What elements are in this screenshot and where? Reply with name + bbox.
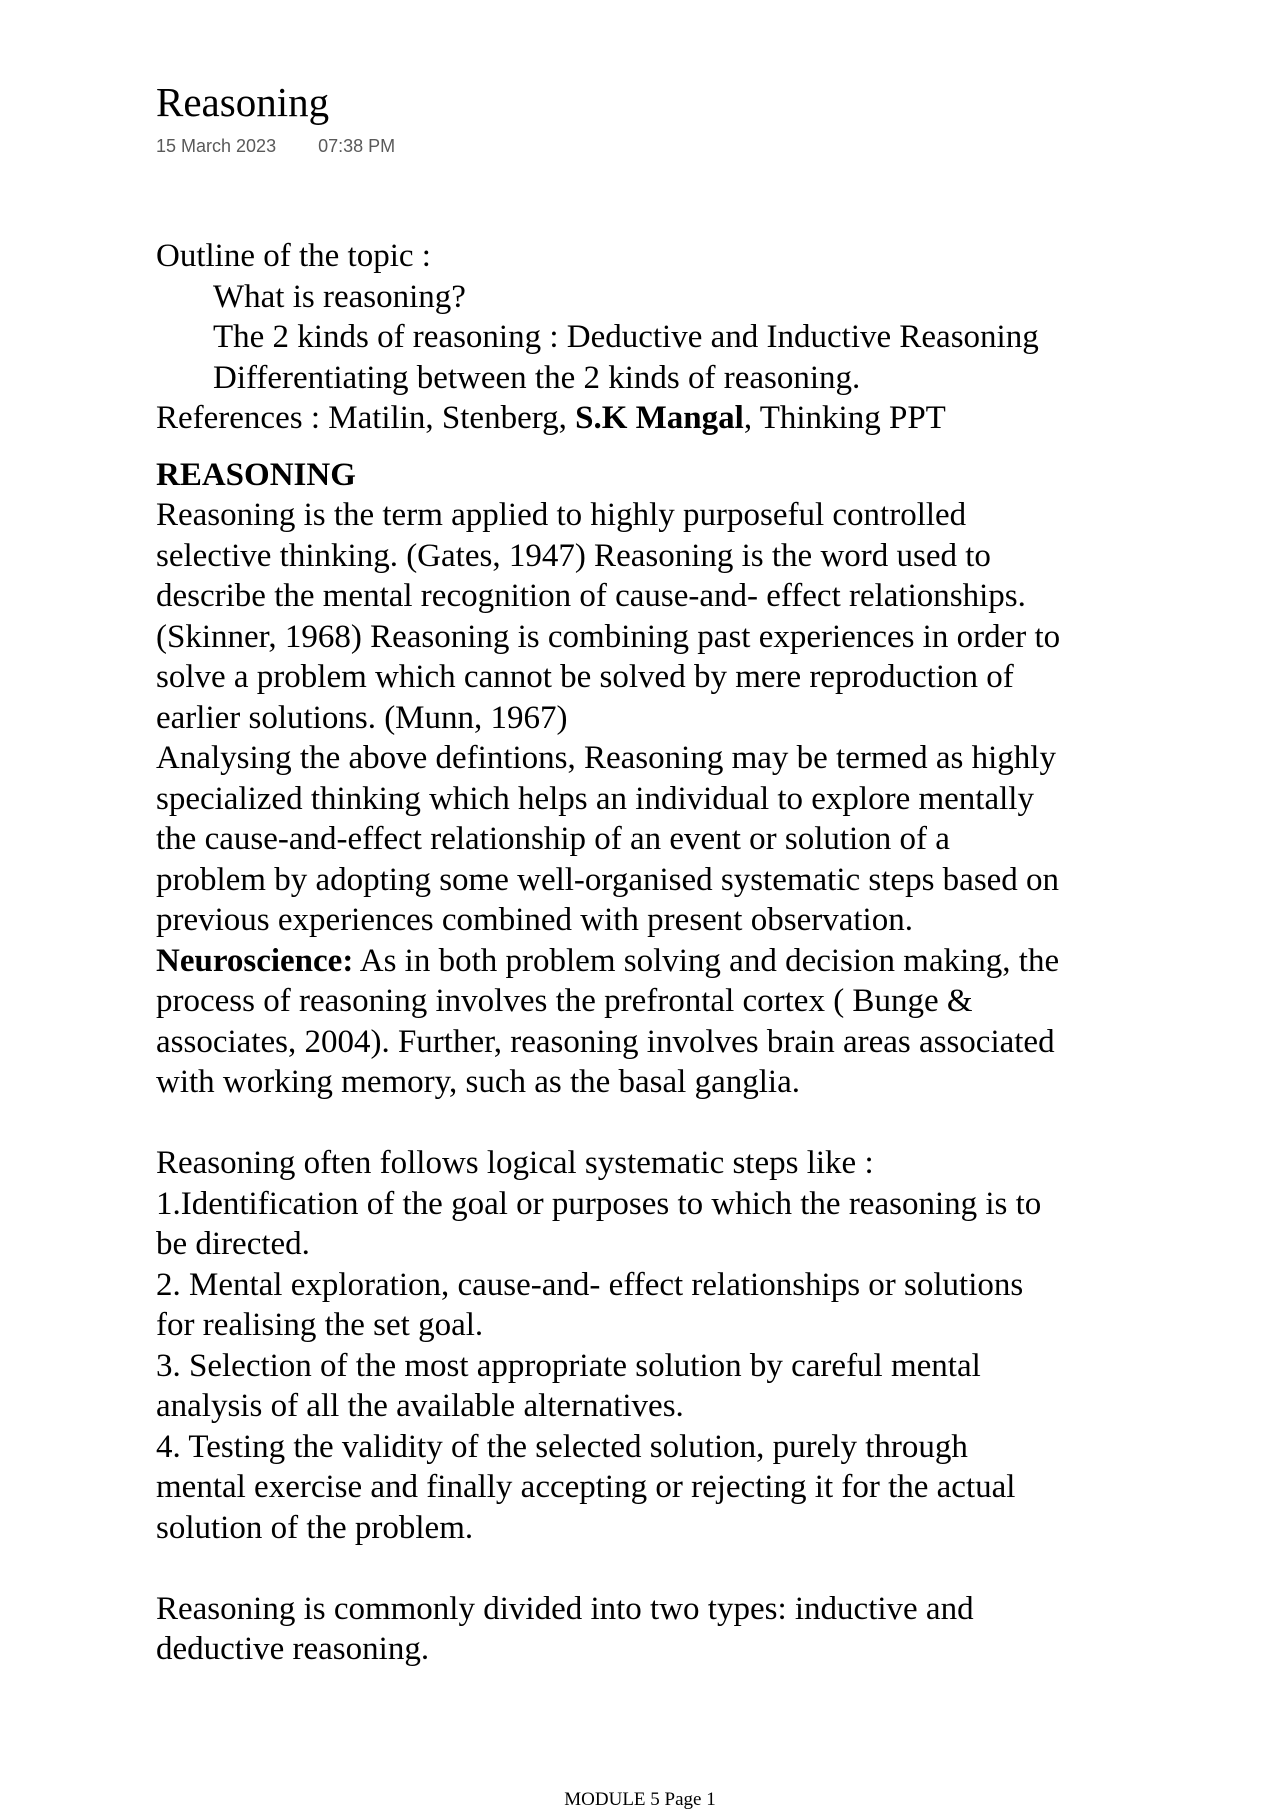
spacer [156, 1548, 1166, 1589]
analysis-line: problem by adopting some well-organised systematic steps based on [156, 861, 1060, 898]
neuroscience-label: Neuroscience: [156, 942, 354, 979]
created-date: 15 March 2023 [156, 136, 277, 156]
definition-line: Reasoning is the term applied to highly purposeful controlled [156, 497, 967, 533]
neuroscience-line: process of reasoning involves the prefrontal cortex ( Bunge & [156, 983, 973, 1019]
note-body [156, 236, 1166, 1670]
analysis-line: Analysing the above defintions, Reasoning may be termed as highly [156, 740, 1056, 776]
step-line: analysis of all the available alternatives. [156, 1388, 684, 1424]
step-line: be directed. [156, 1226, 310, 1262]
definition-line: solve a problem which cannot be solved by mere reproduction of [156, 659, 1014, 695]
definition-line: earlier solutions. (Munn, 1967) [156, 699, 568, 736]
definition-line: (Skinner, 1968) Reasoning is combining past experiences in order to [156, 618, 1061, 655]
section-heading: REASONING [156, 456, 356, 493]
definition-line: describe the mental recognition of cause-and- effect relationships. [156, 578, 1026, 614]
references-bold-author: S.K Mangal [575, 400, 744, 436]
neuroscience-line [156, 941, 1166, 982]
types-line: deductive reasoning. [156, 1631, 430, 1667]
reasoning-section [156, 455, 1166, 1103]
outline-section [156, 236, 1166, 439]
steps-intro: Reasoning often follows logical systematic steps like : [156, 1145, 874, 1181]
types-line: Reasoning is commonly divided into two types: inductive and [156, 1590, 974, 1627]
step-line: 2. Mental exploration, cause-and- effect relationships or solutions [156, 1266, 1024, 1303]
neuroscience-line: associates, 2004). Further, reasoning involves brain areas associated [156, 1023, 1055, 1060]
analysis-line: specialized thinking which helps an individual to explore mentally [156, 780, 1034, 817]
step-line: for realising the set goal. [156, 1307, 484, 1343]
references-prefix: References : Matilin, Stenberg, [156, 400, 576, 436]
page-footer: MODULE 5 Page 1 [564, 1789, 716, 1810]
neuroscience-text: As in both problem solving and decision making, the [353, 942, 1060, 979]
analysis-line: the cause-and-effect relationship of an event or solution of a [156, 821, 950, 857]
created-time: 07:38 PM [318, 136, 396, 156]
step-line: mental exercise and finally accepting or rejecting it for the actual [156, 1469, 1016, 1505]
outline-item: Differentiating between the 2 kinds of reasoning. [213, 359, 861, 396]
spacer [156, 439, 1166, 455]
step-line: solution of the problem. [156, 1509, 474, 1546]
outline-item: The 2 kinds of reasoning : Deductive and Inductive Reasoning [213, 319, 1039, 355]
outline-heading: Outline of the topic : [156, 238, 431, 274]
step-line: 4. Testing the validity of the selected solution, purely through [156, 1428, 968, 1465]
page-title: Reasoning [156, 79, 330, 125]
spacer [156, 1103, 1166, 1144]
references-suffix: , Thinking PPT [743, 400, 946, 436]
neuroscience-line: with working memory, such as the basal ganglia. [156, 1064, 800, 1100]
step-line: 1.Identification of the goal or purposes to which the reasoning is to [156, 1185, 1042, 1222]
step-line: 3. Selection of the most appropriate solution by careful mental [156, 1347, 981, 1384]
types-section [156, 1589, 1166, 1670]
steps-section [156, 1143, 1166, 1548]
analysis-line: previous experiences combined with present observation. [156, 902, 913, 938]
page-metadata [156, 136, 395, 157]
outline-item: What is reasoning? [213, 278, 466, 315]
references-line [156, 398, 1166, 439]
definition-line: selective thinking. (Gates, 1947) Reasoning is the word used to [156, 537, 991, 574]
